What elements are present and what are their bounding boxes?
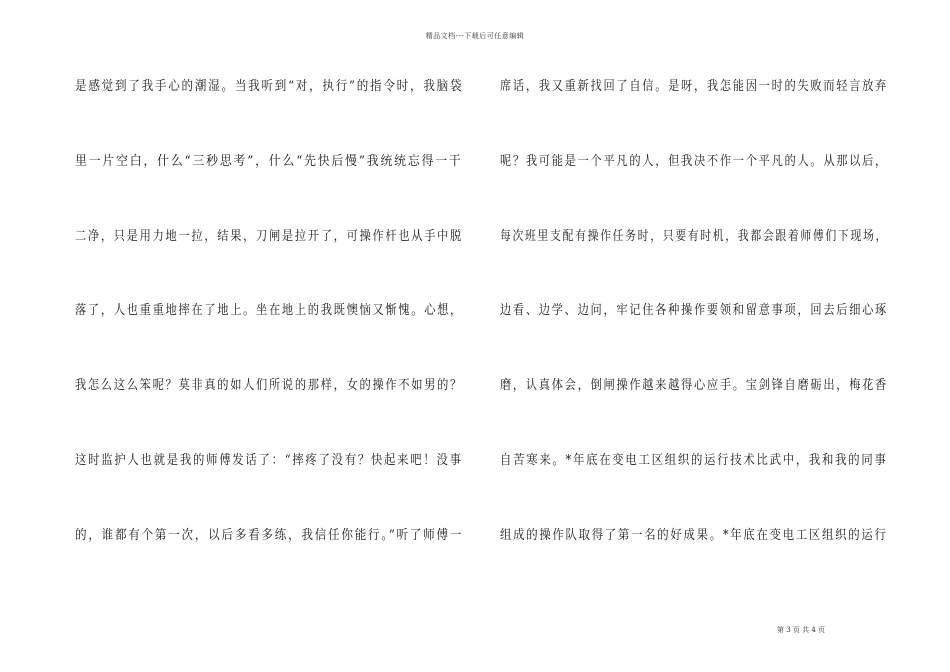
text-line: 自苦寒来。*年底在变电工区组织的运行技术比武中，我和我的同事 (500, 453, 888, 468)
text-line: 每次班里支配有操作任务时，只要有时机，我都会跟着师傅们下现场， (500, 229, 889, 244)
text-line: 二净，只是用力地一拉，结果，刀闸是拉开了，可操作杆也从手中脱 (75, 229, 464, 244)
text-line: 的，谁都有个第一次，以后多看多练，我信任你能行。”听了师傅一 (75, 528, 464, 543)
text-line: 这时监护人也就是我的师傅发话了：“摔疼了没有？快起来吧！没事 (75, 453, 463, 468)
text-line: 呢？我可能是一个平凡的人，但我决不作一个平凡的人。从那以后， (500, 154, 889, 169)
text-line: 里一片空白，什么“三秒思考”，什么“先快后慢”我统统忘得一干 (75, 154, 463, 169)
text-line: 席话，我又重新找回了自信。是呀，我怎能因一时的失败而轻言放弃 (500, 79, 889, 94)
text-line: 我怎么这么笨呢？莫非真的如人们所说的那样，女的操作不如男的？ (75, 378, 464, 393)
text-line: 组成的操作队取得了第一名的好成果。*年底在变电工区组织的运行 (500, 528, 888, 543)
text-line: 是感觉到了我手心的潮湿。当我听到“对，执行”的指令时，我脑袋 (75, 79, 464, 94)
page-number: 第 3 页 共 4 页 (777, 626, 826, 634)
text-line: 落了，人也重重地摔在了地上。坐在地上的我既懊恼又惭愧。心想， (75, 303, 464, 318)
text-line: 磨，认真体会，倒闸操作越来越得心应手。宝剑锋自磨砺出，梅花香 (500, 378, 889, 393)
page-header: 精品文档---下载后可任意编辑 (425, 32, 525, 40)
text-line: 边看、边学、边问，牢记住各种操作要领和留意事项，回去后细心琢 (500, 303, 889, 318)
